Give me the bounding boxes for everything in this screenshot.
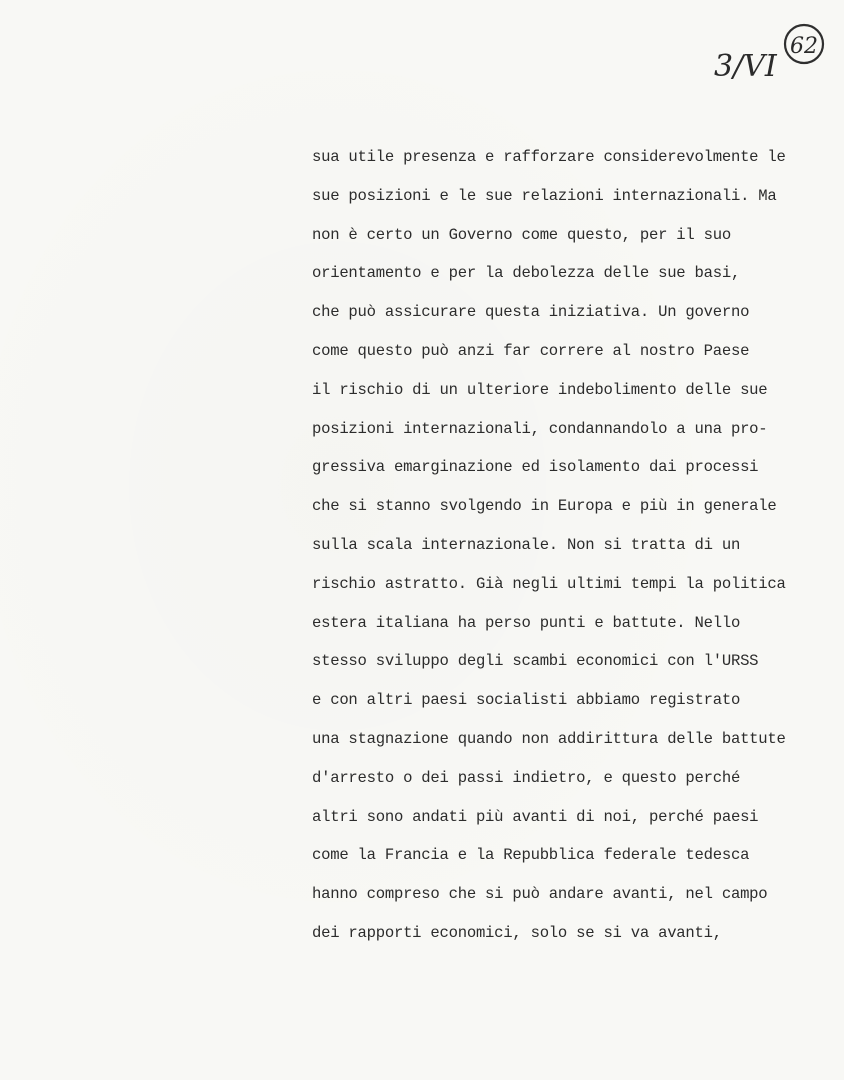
text-line: dei rapporti economici, solo se si va avanti, [312,923,722,942]
text-line: d'arresto o dei passi indietro, e questo perché [312,768,741,787]
text-line: gressiva emarginazione ed isolamento dai processi [312,458,759,477]
text-line: come la Francia e la Repubblica federale tedesca [312,846,750,865]
text-line: sulla scala internazionale. Non si tratta di un [312,535,741,554]
text-line: che può assicurare questa iniziativa. Un governo [312,303,750,322]
text-line: rischio astratto. Già negli ultimi tempi la politica [312,574,786,593]
handwritten-date: 3/VI [714,49,777,84]
text-line: posizioni internazionali, condannandolo a una pro- [312,419,768,438]
text-line: sue posizioni e le sue relazioni internazionali. Ma [312,186,777,205]
text-line: il rischio di un ulteriore indebolimento delle sue [312,380,768,399]
text-line: una stagnazione quando non addirittura delle battute [312,729,786,748]
page-mark-drawing [700,18,830,88]
typewritten-body [312,142,842,957]
handwritten-page-number: 62 [790,34,818,59]
text-line: non è certo un Governo come questo, per il suo [312,225,731,244]
text-line: stesso sviluppo degli scambi economici con l'URSS [312,652,759,671]
text-line: come questo può anzi far correre al nostro Paese [312,341,750,360]
text-line: sua utile presenza e rafforzare considerevolmente le [312,148,786,166]
text-line: estera italiana ha perso punti e battute. Nello [312,613,741,632]
text-line: che si stanno svolgendo in Europa e più in generale [312,497,777,516]
text-line: altri sono andati più avanti di noi, perché paesi [312,807,759,826]
text-line: hanno compreso che si può andare avanti, nel campo [312,885,768,904]
handwritten-page-mark [700,18,830,88]
text-line: orientamento e per la debolezza delle sue basi, [312,264,741,283]
text-line: e con altri paesi socialisti abbiamo registrato [312,691,741,710]
